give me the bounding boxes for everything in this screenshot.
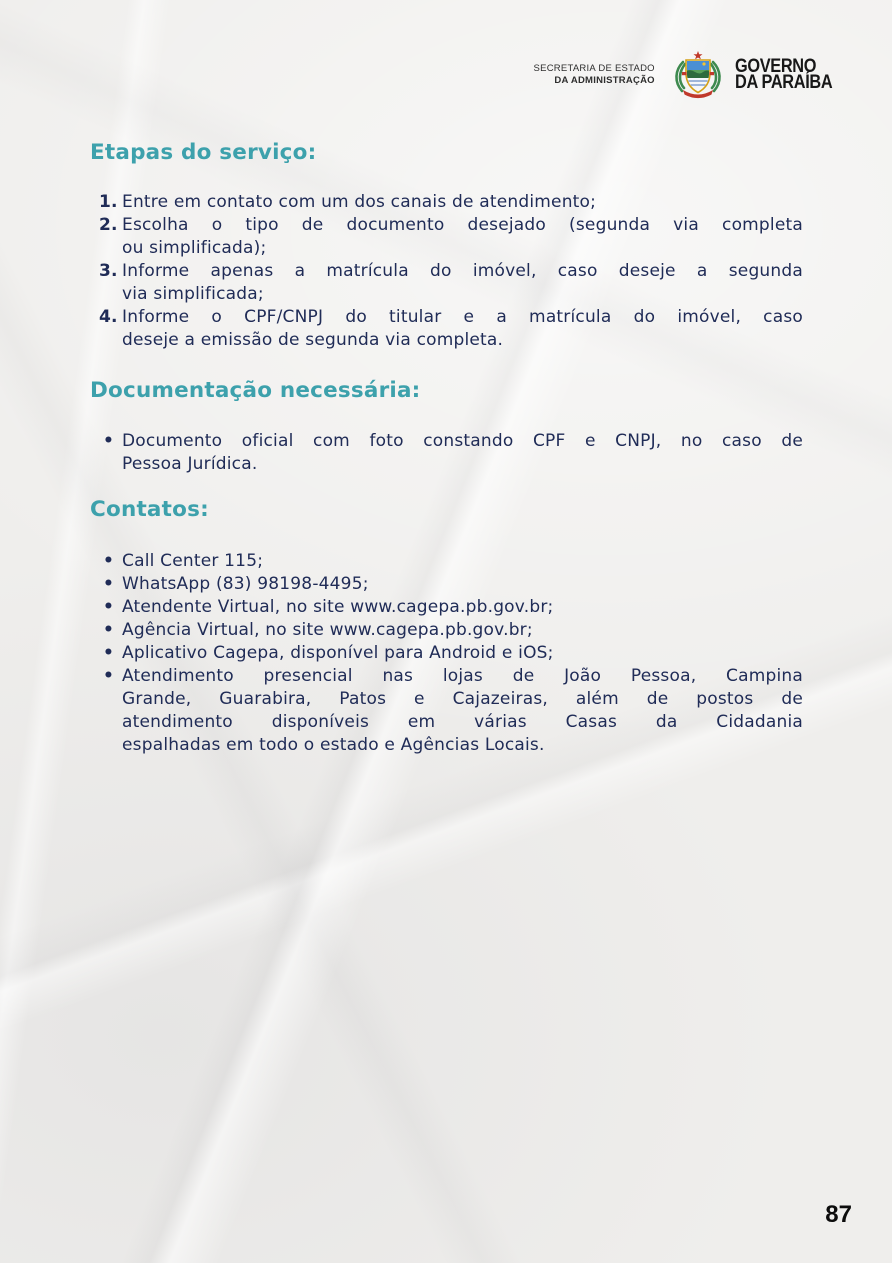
list-item (90, 665, 803, 757)
list-number: 3. (99, 261, 118, 281)
documentacao-list (90, 430, 803, 476)
list-item-text (122, 596, 803, 619)
bullet-icon: • (103, 574, 115, 594)
text-line: espalhadas em todo o estado e Agências Locais. (122, 735, 545, 755)
list-item (90, 214, 803, 260)
text-line: Atendimento presencial nas lojas de João Pessoa, Campina (122, 666, 803, 686)
list-item-text (122, 306, 803, 352)
etapas-list (90, 191, 803, 352)
text-line: WhatsApp (83) 98198-4495; (122, 574, 369, 594)
list-item-text (122, 550, 803, 573)
page-number: 87 (825, 1201, 852, 1228)
text-line: Atendente Virtual, no site www.cagepa.pb.gov.br; (122, 597, 554, 617)
section-title-documentacao: Documentação necessária: (90, 378, 421, 403)
bullet-icon: • (103, 643, 115, 663)
text-line: Entre em contato com um dos canais de atendimento; (122, 192, 597, 212)
list-item (90, 306, 803, 352)
list-item (90, 550, 803, 573)
text-line: Call Center 115; (122, 551, 264, 571)
text-line: Informe apenas a matrícula do imóvel, caso deseje a segunda (122, 261, 803, 281)
list-number: 4. (99, 307, 118, 327)
list-item-text (122, 214, 803, 260)
list-item-text (122, 430, 803, 476)
text-line: deseje a emissão de segunda via completa. (122, 330, 504, 350)
list-item-text (122, 573, 803, 596)
bullet-icon: • (103, 431, 115, 451)
text-line: Grande, Guarabira, Patos e Cajazeiras, além de postos de (122, 689, 803, 709)
list-number: 1. (99, 192, 118, 212)
text-line: Aplicativo Cagepa, disponível para Android e iOS; (122, 643, 554, 663)
list-item (90, 642, 803, 665)
secretaria-line2: DA ADMINISTRAÇÃO (554, 75, 655, 86)
list-number: 2. (99, 215, 118, 235)
list-item (90, 619, 803, 642)
section-title-contatos: Contatos: (90, 497, 209, 522)
text-line: via simplificada; (122, 284, 264, 304)
governo-line2: DA PARAÍBA (734, 72, 833, 93)
bullet-icon: • (103, 597, 115, 617)
list-item (90, 430, 803, 476)
list-item (90, 596, 803, 619)
list-item-text (122, 191, 803, 214)
list-item-text (122, 260, 803, 306)
list-item-text (122, 642, 803, 665)
list-item (90, 260, 803, 306)
contatos-list (90, 550, 803, 757)
text-line: atendimento disponíveis em várias Casas da Cidadania (122, 712, 803, 732)
secretaria-line1: SECRETARIA DE ESTADO (533, 62, 655, 74)
governo-line1: GOVERNO (734, 55, 816, 77)
bullet-icon: • (103, 551, 115, 571)
bullet-icon: • (103, 666, 115, 686)
text-line: ou simplificada); (122, 238, 267, 258)
text-line: Escolha o tipo de documento desejado (segunda via completa (122, 215, 803, 235)
text-line: Agência Virtual, no site www.cagepa.pb.gov.br; (122, 620, 533, 640)
list-item-text (122, 665, 803, 757)
list-item (90, 573, 803, 596)
list-item-text (122, 619, 803, 642)
bullet-icon: • (103, 620, 115, 640)
section-title-etapas: Etapas do serviço: (90, 140, 317, 165)
list-item (90, 191, 803, 214)
text-line: Informe o CPF/CNPJ do titular e a matrícula do imóvel, caso (122, 307, 803, 327)
text-line: Documento oficial com foto constando CPF e CNPJ, no caso de (122, 431, 803, 451)
text-line: Pessoa Jurídica. (122, 454, 258, 474)
